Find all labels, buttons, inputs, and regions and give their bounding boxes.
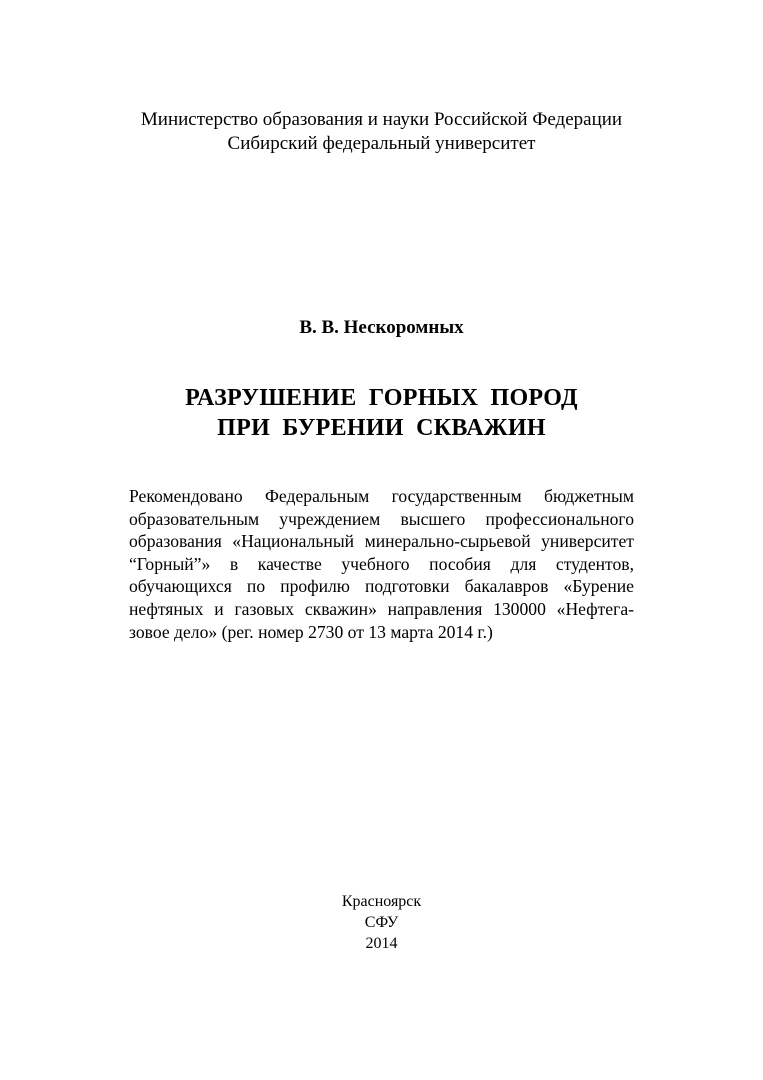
institution-header	[0, 108, 763, 156]
author-name: В. В. Нескоромных	[299, 317, 464, 338]
book-title-line-1: РАЗРУШЕНИЕ ГОРНЫХ ПОРОД	[185, 385, 578, 411]
imprint-publisher: СФУ	[364, 914, 399, 931]
recommendation-line: образовательным учреждением высшего профессионального	[129, 508, 634, 529]
imprint-year: 2014	[365, 935, 398, 952]
book-title-line-2: ПРИ БУРЕНИИ СКВАЖИН	[217, 415, 546, 441]
ministry-name: Министерство образования и науки Российской Федерации	[140, 109, 623, 130]
recommendation-paragraph	[129, 485, 634, 643]
recommendation-line: образования «Национальный минерально-сырьевой университет	[129, 531, 634, 552]
recommendation-line: нефтяных и газовых скважин» направления 130000 «Нефтега-	[129, 598, 634, 619]
publication-imprint	[0, 891, 763, 954]
book-title	[0, 383, 763, 443]
university-name: Сибирский федеральный университет	[227, 133, 536, 154]
recommendation-line: обучающихся по профилю подготовки бакалавров «Бурение	[129, 576, 634, 597]
recommendation-line: зовое дело» (рег. номер 2730 от 13 марта 2014 г.)	[129, 621, 493, 642]
recommendation-line: “Горный”» в качестве учебного пособия для студентов,	[129, 553, 634, 574]
recommendation-line: Рекомендовано Федеральным государственным бюджетным	[129, 486, 634, 506]
imprint-city: Красноярск	[341, 893, 422, 910]
